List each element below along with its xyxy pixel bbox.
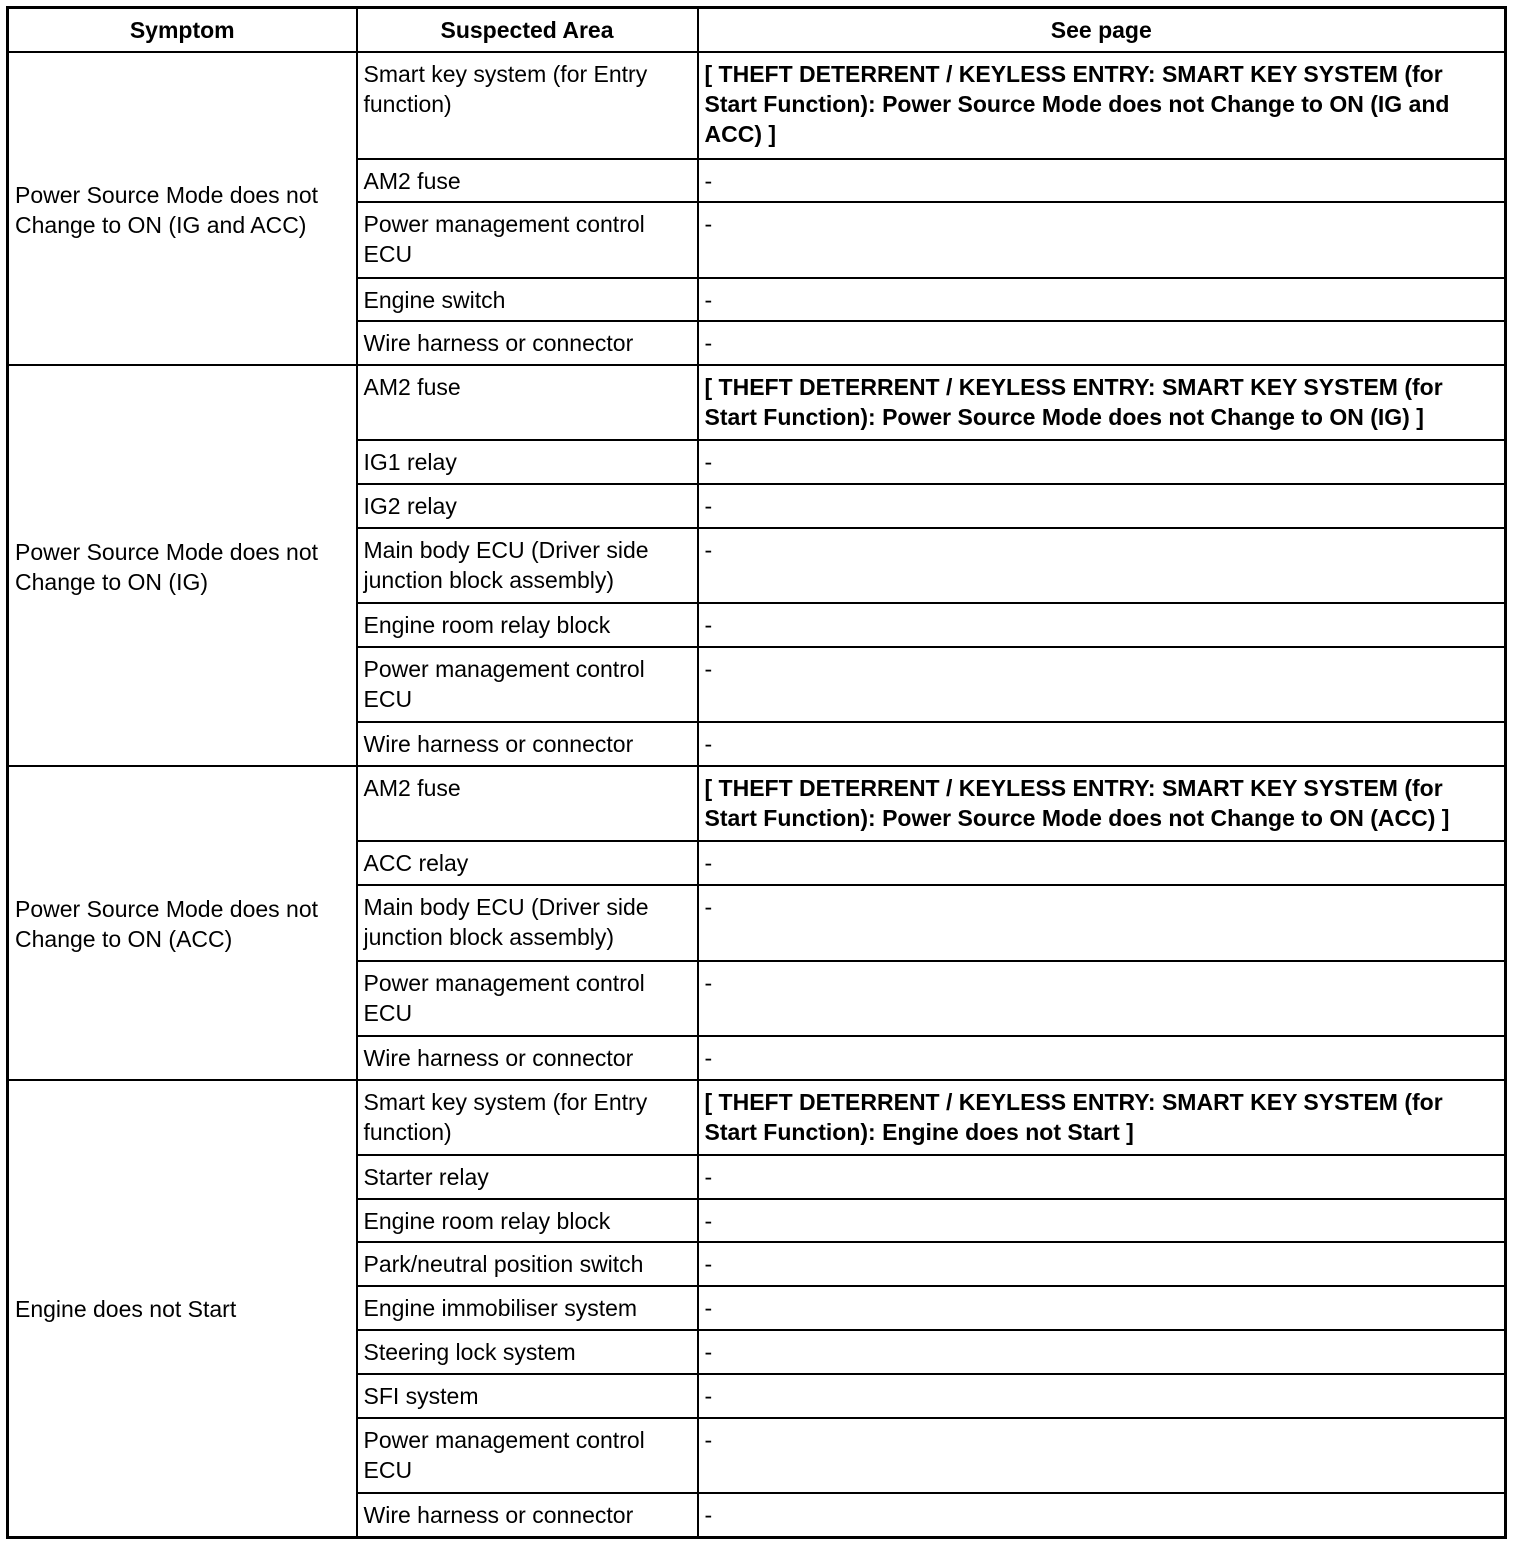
see-page-cell: -: [698, 1199, 1506, 1243]
suspected-area-cell: ACC relay: [357, 841, 698, 885]
symptom-cell: Power Source Mode does not Change to ON (ACC): [8, 766, 357, 1079]
see-page-link[interactable]: [ THEFT DETERRENT / KEYLESS ENTRY: SMART KEY SYSTEM (for Start Function): Power Source Mode does not Change to ON (IG and ACC) ]: [698, 52, 1506, 159]
suspected-area-cell: Engine immobiliser system: [357, 1286, 698, 1330]
suspected-area-cell: AM2 fuse: [357, 365, 698, 440]
table-row: [8, 52, 1506, 159]
table-row: [8, 365, 1506, 440]
see-page-cell: -: [698, 1242, 1506, 1286]
suspected-area-cell: IG2 relay: [357, 484, 698, 528]
see-page-cell: -: [698, 1330, 1506, 1374]
header-see-page: See page: [698, 8, 1506, 53]
suspected-area-cell: IG1 relay: [357, 440, 698, 484]
suspected-area-cell: Wire harness or connector: [357, 1036, 698, 1080]
see-page-cell: -: [698, 1036, 1506, 1080]
see-page-cell: -: [698, 321, 1506, 365]
suspected-area-cell: Park/neutral position switch: [357, 1242, 698, 1286]
see-page-cell: -: [698, 841, 1506, 885]
suspected-area-cell: Smart key system (for Entry function): [357, 52, 698, 159]
suspected-area-cell: Steering lock system: [357, 1330, 698, 1374]
suspected-area-cell: Engine switch: [357, 278, 698, 322]
table-body: [8, 52, 1506, 1538]
suspected-area-cell: Wire harness or connector: [357, 1493, 698, 1537]
suspected-area-cell: Power management control ECU: [357, 647, 698, 722]
see-page-cell: -: [698, 159, 1506, 203]
see-page-cell: -: [698, 440, 1506, 484]
see-page-cell: -: [698, 1286, 1506, 1330]
symptom-cell: Power Source Mode does not Change to ON (IG): [8, 365, 357, 766]
suspected-area-cell: Engine room relay block: [357, 1199, 698, 1243]
see-page-cell: -: [698, 1155, 1506, 1199]
suspected-area-cell: Main body ECU (Driver side junction block assembly): [357, 528, 698, 603]
table-row: [8, 766, 1506, 841]
see-page-cell: -: [698, 484, 1506, 528]
suspected-area-cell: Engine room relay block: [357, 603, 698, 647]
suspected-area-cell: Power management control ECU: [357, 202, 698, 277]
header-suspected-area: Suspected Area: [357, 8, 698, 53]
see-page-cell: -: [698, 202, 1506, 277]
table-row: [8, 1080, 1506, 1155]
see-page-cell: -: [698, 1418, 1506, 1493]
suspected-area-cell: Wire harness or connector: [357, 722, 698, 766]
symptom-table: [6, 6, 1507, 1539]
see-page-cell: -: [698, 1374, 1506, 1418]
see-page-cell: -: [698, 278, 1506, 322]
see-page-cell: -: [698, 647, 1506, 722]
suspected-area-cell: Smart key system (for Entry function): [357, 1080, 698, 1155]
see-page-link[interactable]: [ THEFT DETERRENT / KEYLESS ENTRY: SMART KEY SYSTEM (for Start Function): Power Source Mode does not Change to ON (IG) ]: [698, 365, 1506, 440]
symptom-cell: Engine does not Start: [8, 1080, 357, 1538]
see-page-link[interactable]: [ THEFT DETERRENT / KEYLESS ENTRY: SMART KEY SYSTEM (for Start Function): Power Source Mode does not Change to ON (ACC) ]: [698, 766, 1506, 841]
see-page-cell: -: [698, 722, 1506, 766]
suspected-area-cell: AM2 fuse: [357, 766, 698, 841]
suspected-area-cell: Starter relay: [357, 1155, 698, 1199]
see-page-cell: -: [698, 528, 1506, 603]
suspected-area-cell: AM2 fuse: [357, 159, 698, 203]
suspected-area-cell: Power management control ECU: [357, 1418, 698, 1493]
suspected-area-cell: Wire harness or connector: [357, 321, 698, 365]
header-row: [8, 8, 1506, 53]
suspected-area-cell: Power management control ECU: [357, 961, 698, 1036]
see-page-cell: -: [698, 1493, 1506, 1537]
suspected-area-cell: SFI system: [357, 1374, 698, 1418]
symptom-cell: Power Source Mode does not Change to ON (IG and ACC): [8, 52, 357, 365]
see-page-link[interactable]: [ THEFT DETERRENT / KEYLESS ENTRY: SMART KEY SYSTEM (for Start Function): Engine does not Start ]: [698, 1080, 1506, 1155]
see-page-cell: -: [698, 885, 1506, 960]
suspected-area-cell: Main body ECU (Driver side junction block assembly): [357, 885, 698, 960]
see-page-cell: -: [698, 603, 1506, 647]
header-symptom: Symptom: [8, 8, 357, 53]
see-page-cell: -: [698, 961, 1506, 1036]
